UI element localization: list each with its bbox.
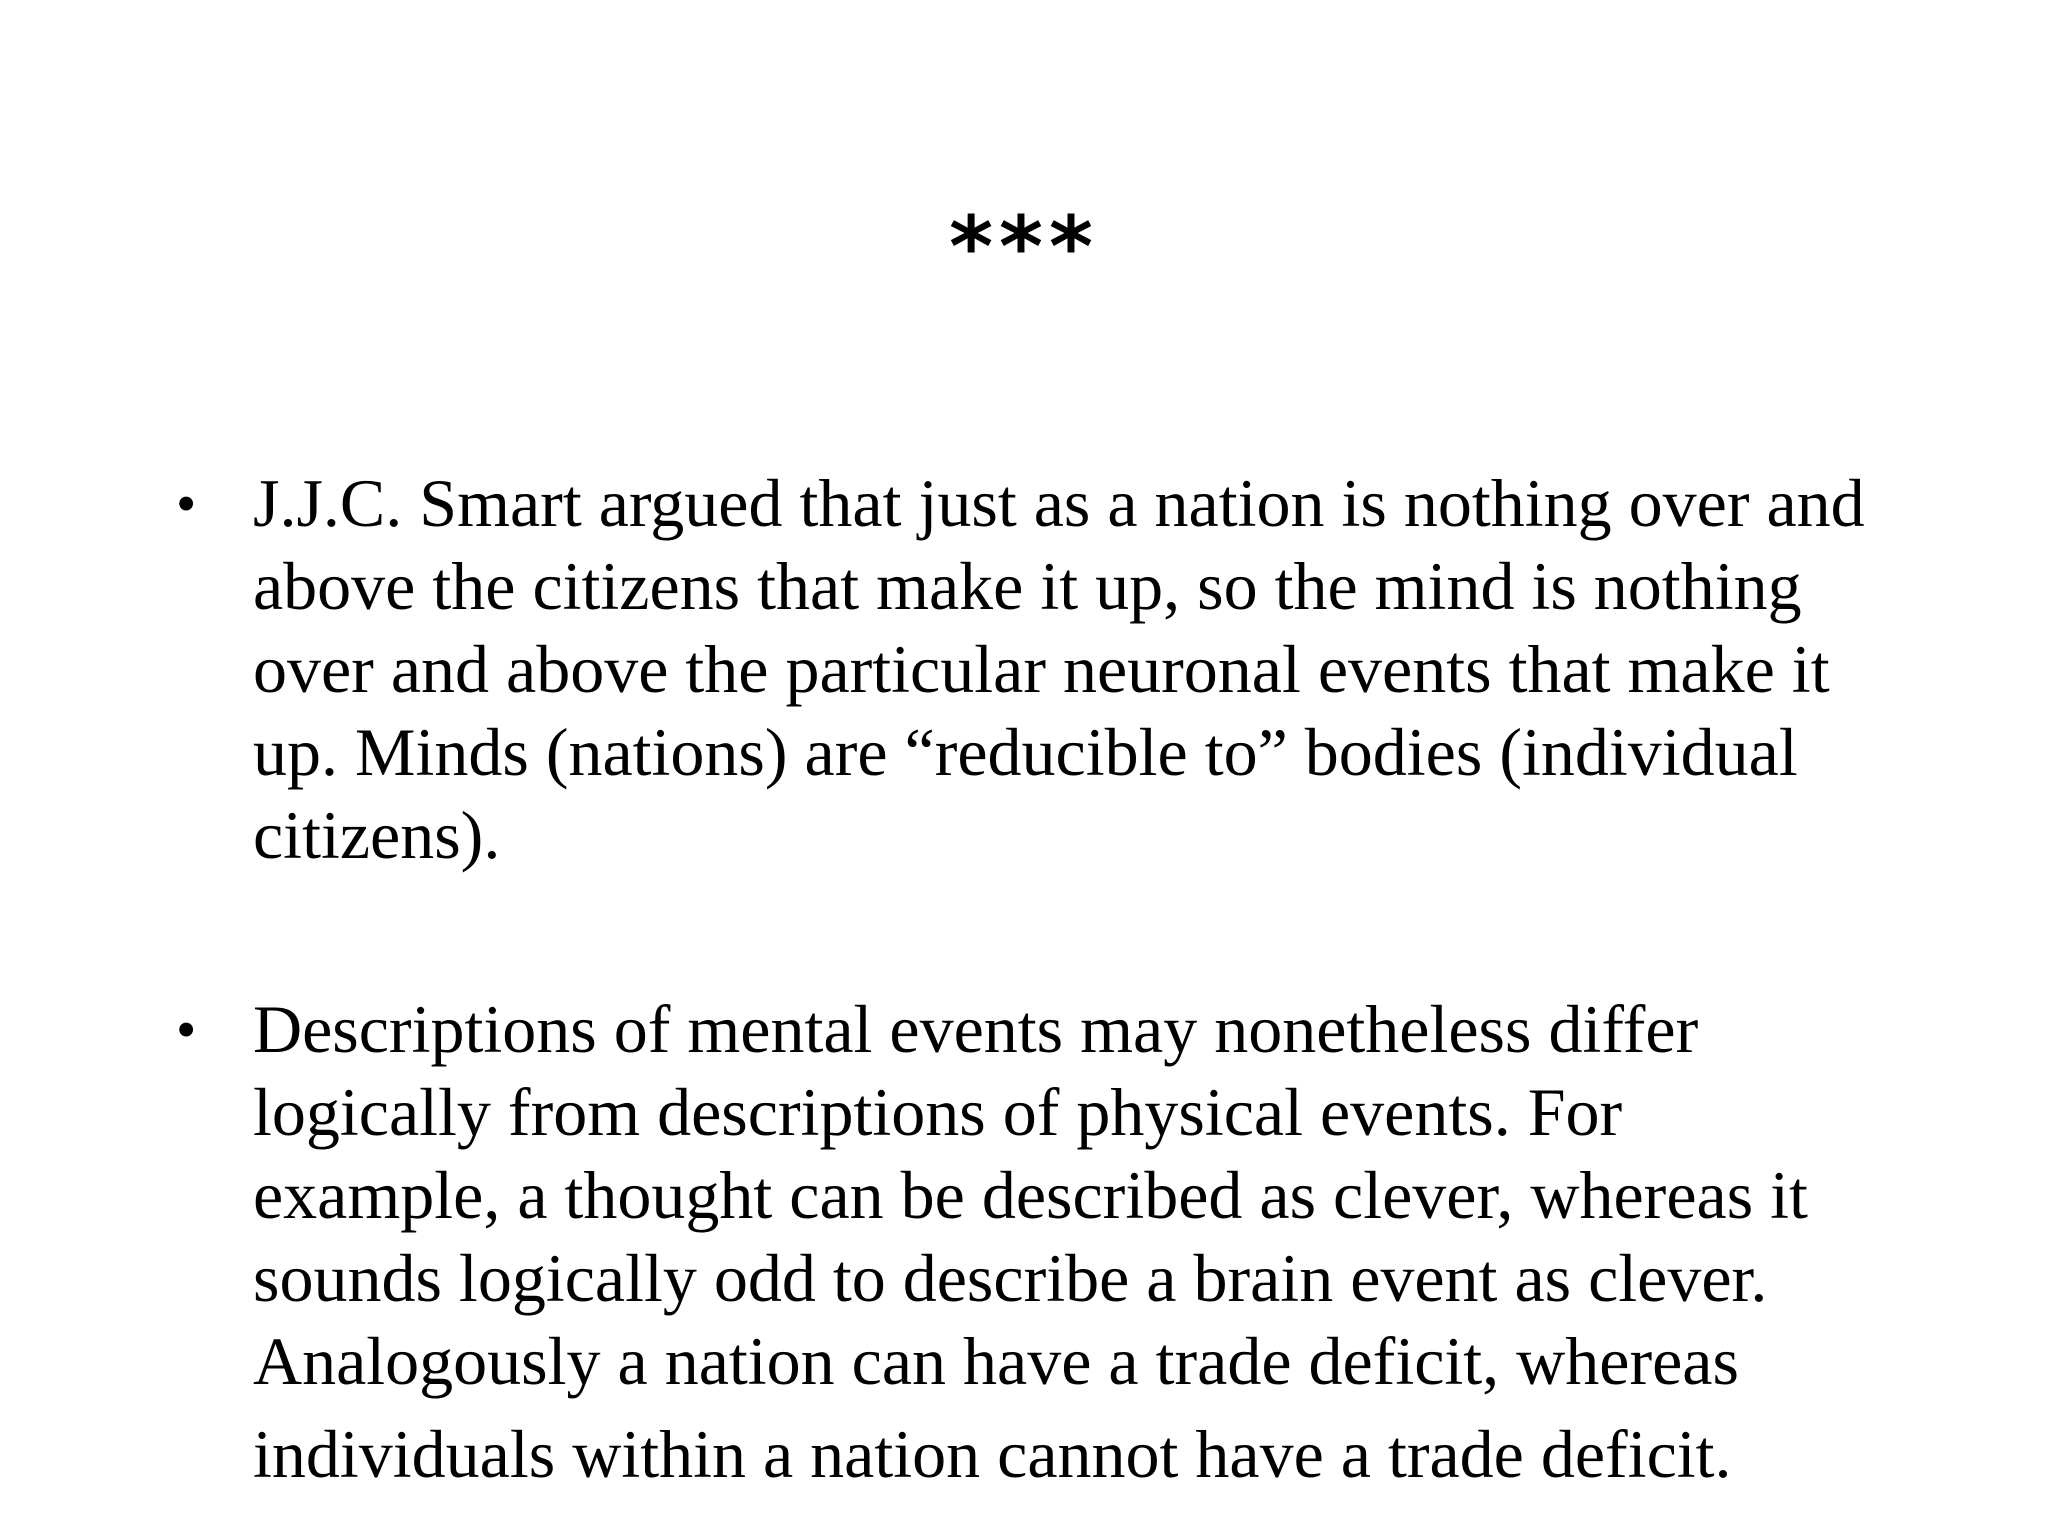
text-line: citizens). — [253, 797, 501, 873]
text-line: J.J.C. Smart argued that just as a nation is nothing over and — [253, 465, 1865, 541]
bullet-text — [253, 462, 1913, 877]
slide-title: *** — [949, 198, 1099, 296]
text-line: individuals within a nation cannot have a trade deficit. — [253, 1416, 1732, 1492]
bullet-marker: • — [176, 997, 197, 1062]
text-line: sounds logically odd to describe a brain event as clever. — [253, 1240, 1768, 1316]
text-line: over and above the particular neuronal events that make it — [253, 631, 1830, 707]
bullet-marker: • — [176, 471, 197, 536]
text-line: up. Minds (nations) are “reducible to” bodies (individual — [253, 714, 1798, 790]
text-line: above the citizens that make it up, so the mind is nothing — [253, 548, 1802, 624]
bullet-text — [253, 988, 1913, 1496]
text-line: Descriptions of mental events may nonetheless differ — [253, 991, 1699, 1067]
text-line: logically from descriptions of physical events. For — [253, 1074, 1623, 1150]
text-line: Analogously a nation can have a trade deficit, whereas — [253, 1323, 1739, 1399]
text-line: example, a thought can be described as clever, whereas it — [253, 1157, 1808, 1233]
